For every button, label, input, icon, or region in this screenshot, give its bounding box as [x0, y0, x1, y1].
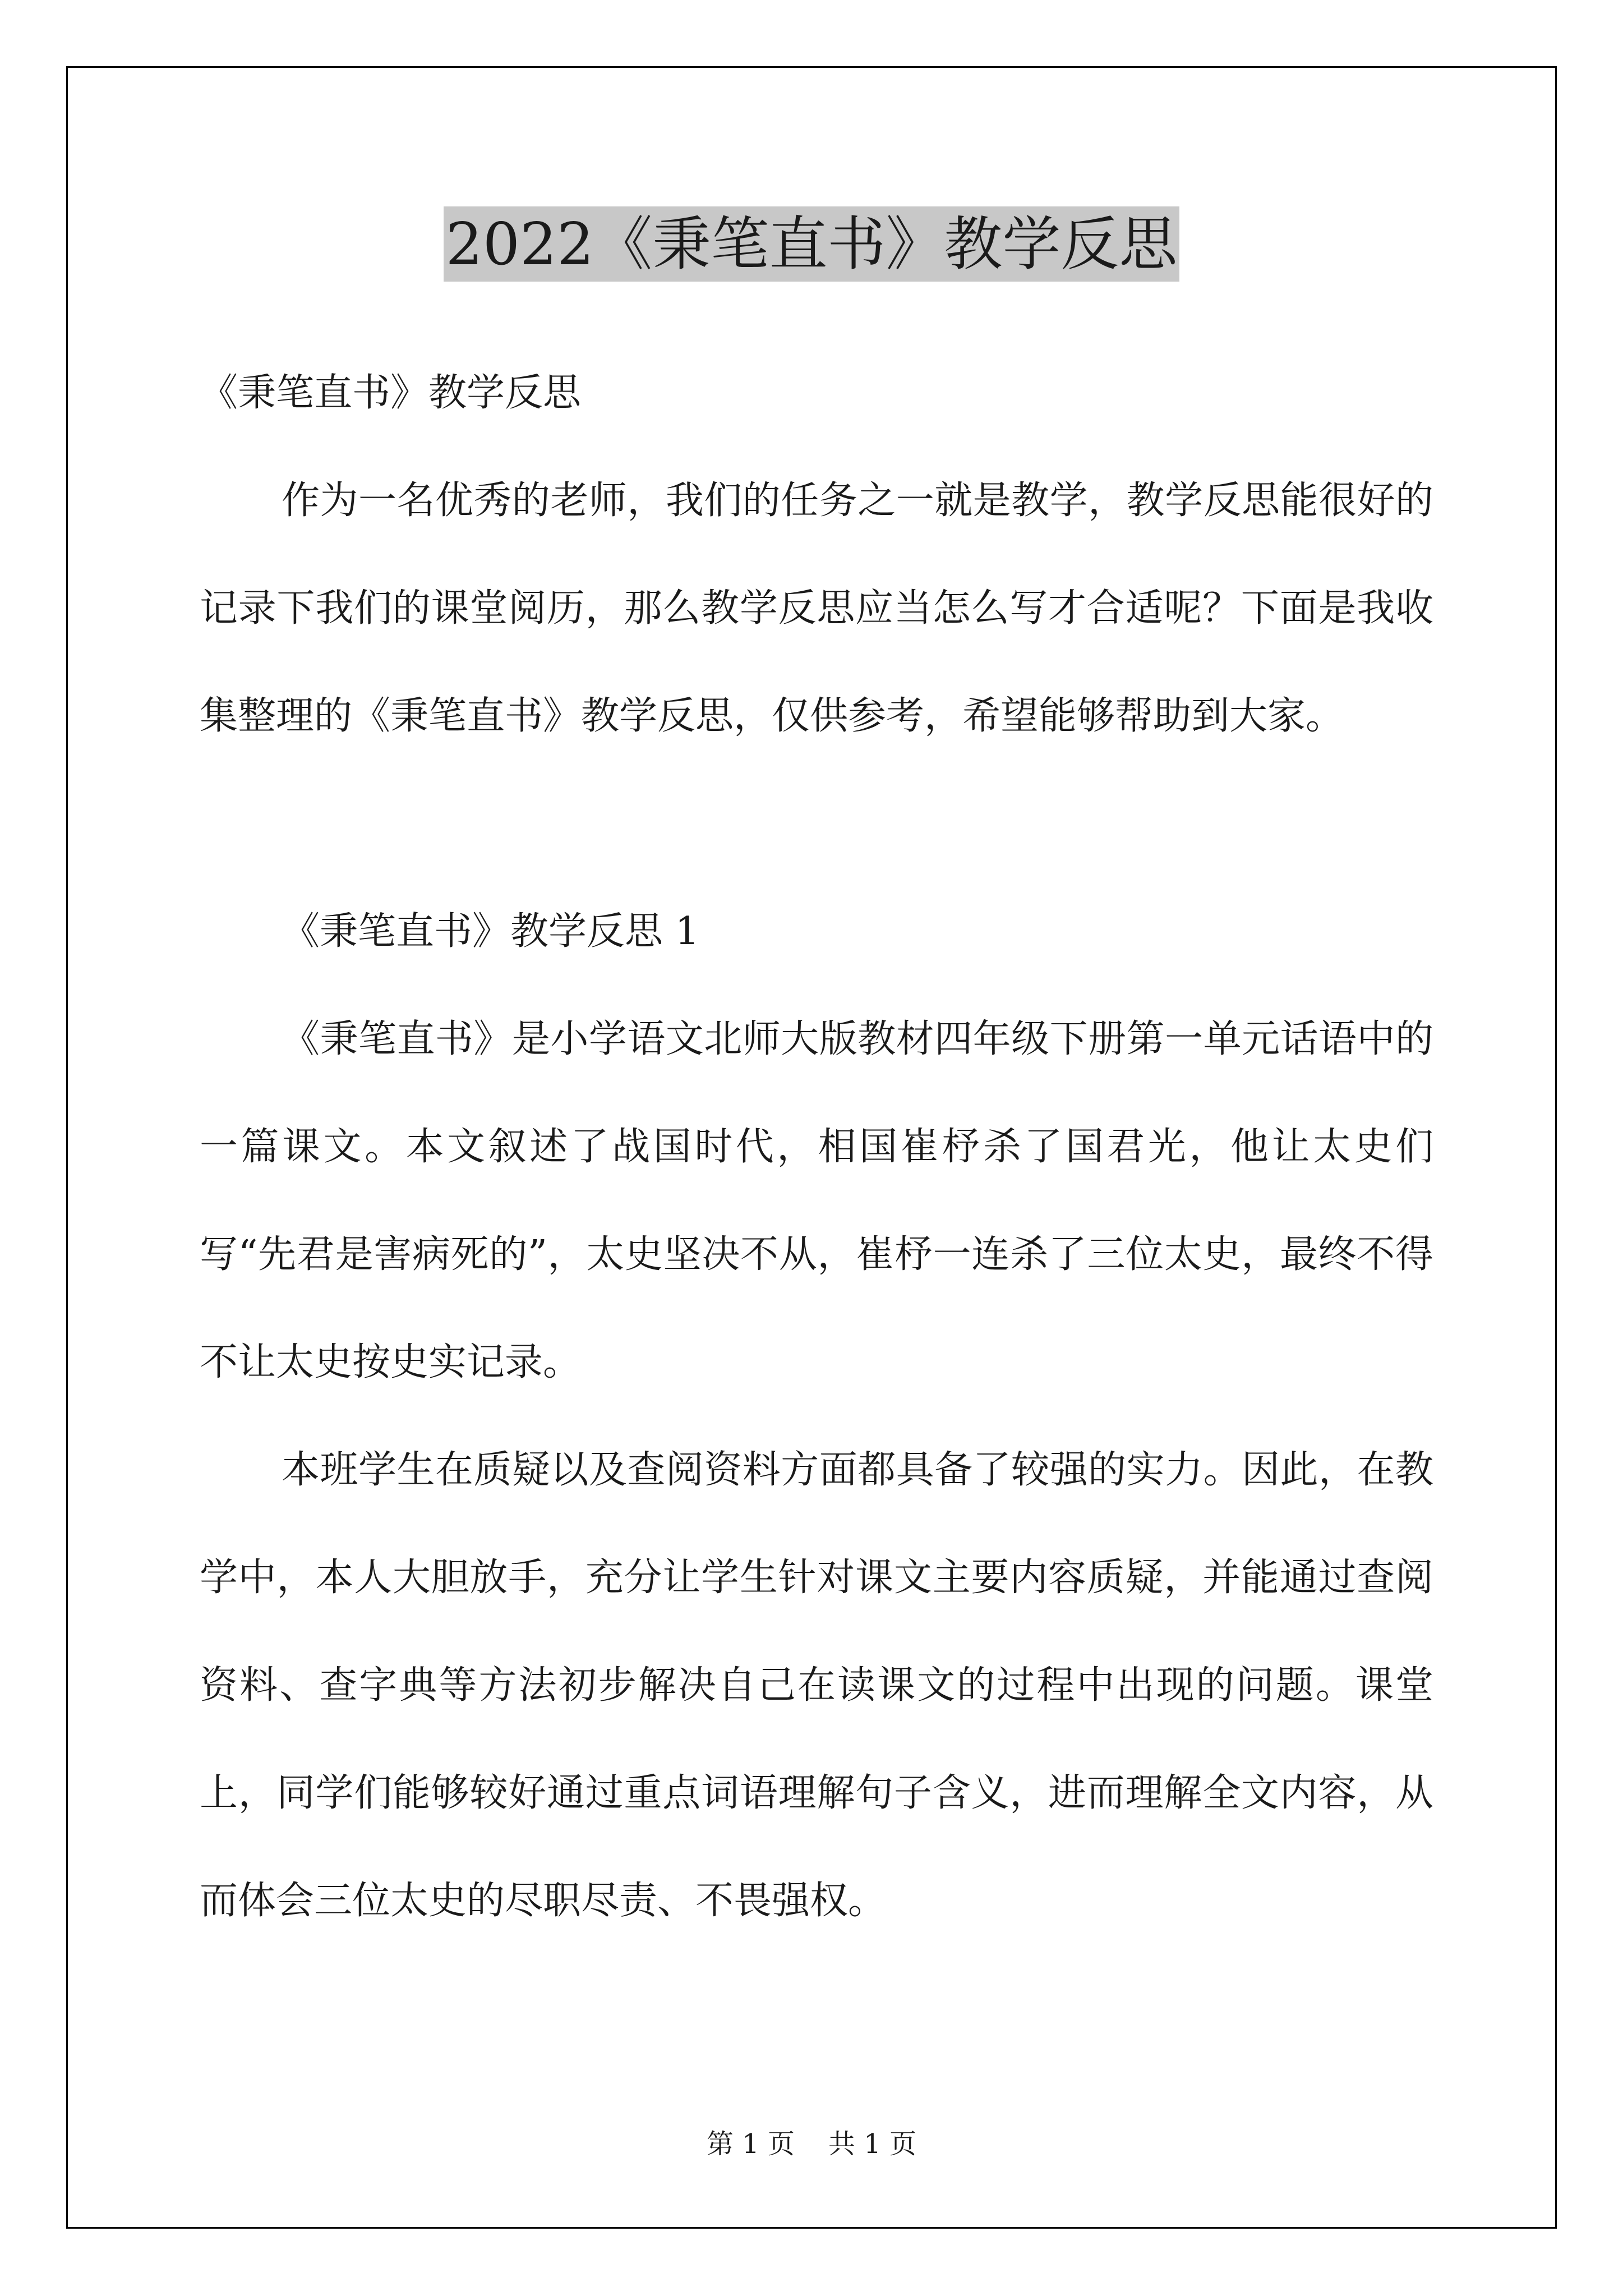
page-total: 共 1 页: [828, 2128, 917, 2160]
body-paragraph: 《秉笔直书》是小学语文北师大版教材四年级下册第一单元话语中的一篇课文。本文叙述了战国时代，相国崔杼杀了国君光，他让太史们写“先君是害病死的”，太史坚决不从，崔杼一连杀了三位太史，最终不得不让太史按史实记录。: [200, 1017, 1433, 1384]
section-heading: 《秉笔直书》教学反思 1: [282, 909, 699, 954]
document-title-text: 2022《秉笔直书》教学反思: [444, 206, 1180, 282]
intro-paragraph: 作为一名优秀的老师，我们的任务之一就是教学，教学反思能很好的记录下我们的课堂阅历，那么教学反思应当怎么写才合适呢？下面是我收集整理的《秉笔直书》教学反思，仅供参考，希望能够帮助到大家。: [200, 478, 1433, 738]
document-title: [0, 202, 1623, 286]
page-footer: [0, 2126, 1623, 2162]
section-spacer: [200, 770, 1433, 878]
body-paragraph: 本班学生在质疑以及查阅资料方面都具备了较强的实力。因此，在教学中，本人大胆放手，充分让学生针对课文主要内容质疑，并能通过查阅资料、查字典等方法初步解决自己在读课文的过程中出现的问题。课堂上，同学们能够较好通过重点词语理解句子含义，进而理解全文内容，从而体会三位太史的尽职尽责、不畏强权。: [200, 1448, 1433, 1923]
page-number: 第 1 页: [706, 2128, 795, 2160]
document-body: [200, 339, 1433, 1955]
document-subtitle: 《秉笔直书》教学反思: [200, 371, 582, 415]
